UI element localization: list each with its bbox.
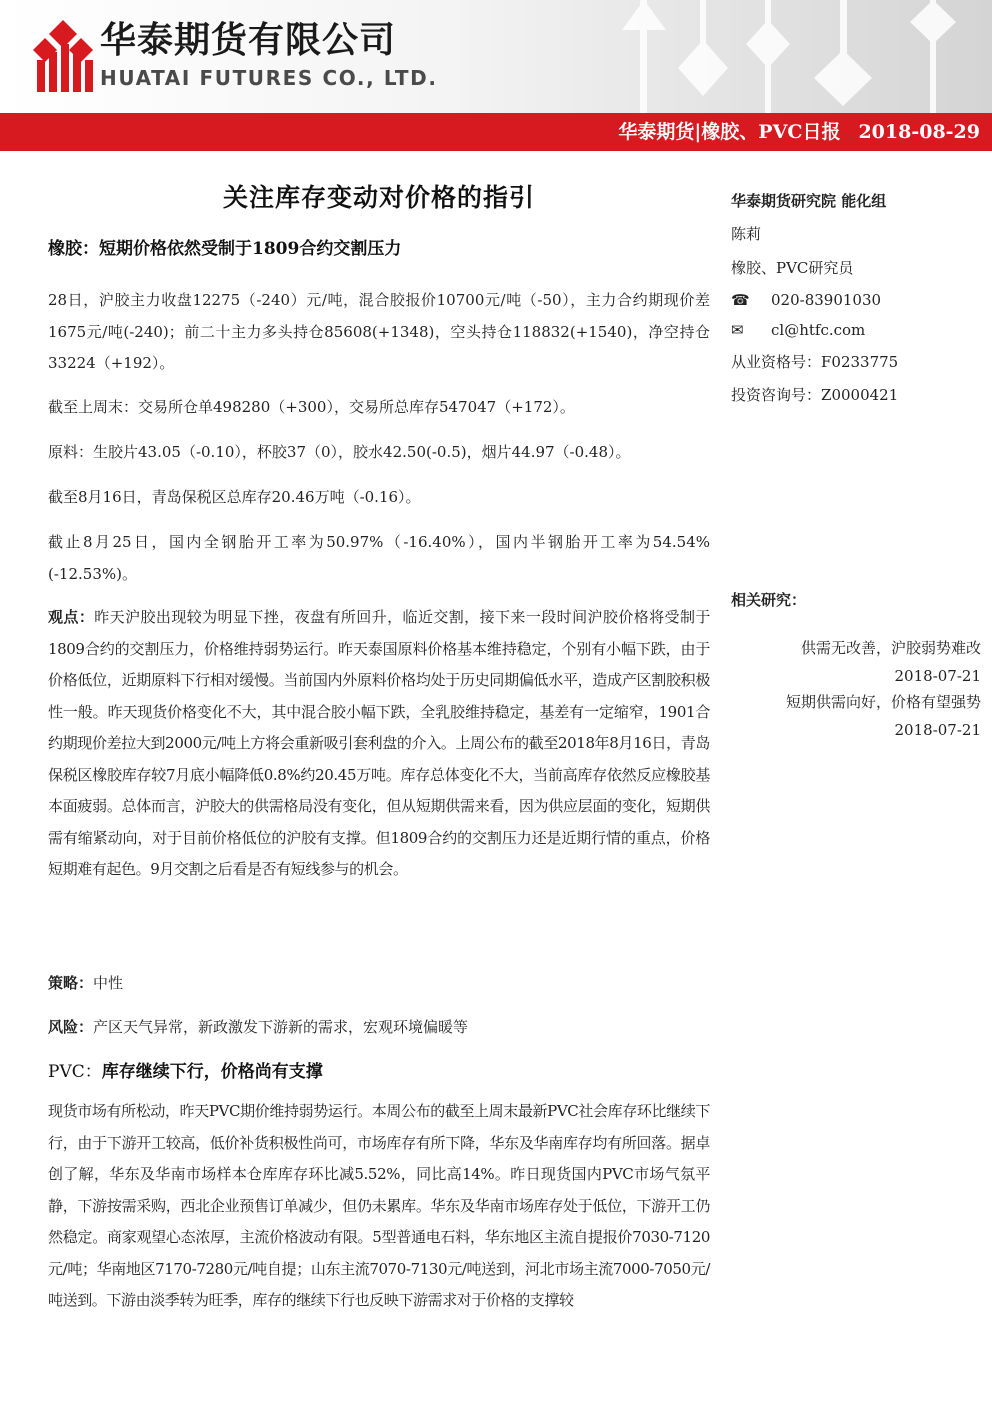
view-label: 观点： [48,608,95,626]
research-dept: 华泰期货研究院 能化组 [731,192,887,210]
consult-label: 投资咨询号： [731,386,822,404]
document-title: 关注库存变动对价格的指引 [222,183,535,212]
company-name-cn: 华泰期货有限公司 [100,20,397,61]
related-report-date: 2018-07-21 [894,667,981,685]
company-logo-icon [33,20,93,92]
mail-icon: ✉ [731,321,744,339]
pvc-heading-prefix: PVC： [48,1062,102,1082]
related-report-date: 2018-07-21 [894,721,981,739]
risk-label: 风险： [48,1018,94,1036]
rubber-strategy-paragraph [48,968,710,1000]
strategy-text: 中性 [93,974,124,992]
rubber-inventory-paragraph: 截至上周末：交易所仓单498280（+300），交易所总库存547047（+172）。 [48,398,575,416]
strategy-label: 策略： [48,974,94,992]
pvc-market-paragraph: 现货市场有所松动，昨天PVC期价维持弱势运行。本周公布的截至上周末最新PVC社会库存环比继续下行，由于下游开工较高，低价补货积极性尚可，市场库存有所下降，华东及华南库存均有所回落。据卓创了解，华东及华南市场样本仓库库存环比减5.52%，同比高14%。昨日现货国内PVC市场气氛平静，下游按需采购，西北企业预售订单减少，但仍未累库。华东及华南市场库存处于低位，下游开工仍然稳定。商家观望心态浓厚，主流价格波动有限。5型普通电石料，华东地区主流自提报价7030-7120元/吨；华南地区7170-7280元/吨自提；山东主流7070-7130元/吨送到，河北市场主流7000-7050元/吨送到。下游由淡季转为旺季，库存的继续下行也反映下游需求对于价格的支撑较 [48,1102,710,1309]
header-decoration [600,0,992,113]
license-number: F0233775 [821,353,899,371]
email-address[interactable]: cl@htfc.com [771,321,866,339]
rubber-view-paragraph [48,602,710,886]
report-title-bar [0,113,992,151]
company-name-en: HUATAI FUTURES CO., LTD. [100,66,438,90]
related-report-title[interactable]: 供需无改善，沪胶弱势难改 [800,639,981,657]
consult-row [731,383,898,407]
phone-row [731,288,881,312]
related-research-title: 相关研究： [731,591,807,609]
related-report-title[interactable]: 短期供需向好，价格有望强势 [785,693,981,711]
analyst-role: 橡胶、PVC研究员 [731,259,854,277]
email-row [731,318,865,342]
pvc-section-heading [48,1059,323,1085]
rubber-market-paragraph: 28日，沪胶主力收盘12275（-240）元/吨，混合胶报价10700元/吨（-50），主力合约期现价差1675元/吨(-240)；前二十主力多头持仓85608(+1348)，空头持仓118832(+1540)，净空持仓33224（+192）。 [48,291,710,372]
phone-number: 020-83901030 [771,291,882,309]
pvc-heading-text: 库存继续下行，价格尚有支撑 [101,1062,323,1082]
header-banner [0,0,992,113]
license-label: 从业资格号： [731,353,822,371]
phone-icon: ☎ [731,291,750,309]
report-date: 2018-08-29 [858,121,980,143]
risk-text: 产区天气异常，新政激发下游新的需求，宏观环境偏暖等 [93,1018,469,1036]
rubber-tyre-operating-paragraph: 截止8月25日，国内全钢胎开工率为50.97%（-16.40%），国内半钢胎开工率为54.54%(-12.53%)。 [48,533,710,583]
rubber-bonded-stock-paragraph: 截至8月16日，青岛保税区总库存20.46万吨（-0.16）。 [48,488,421,506]
rubber-raw-material-paragraph: 原料：生胶片43.05（-0.10），杯胶37（0），胶水42.50(-0.5)，烟片44.97（-0.48）。 [48,443,631,461]
rubber-section-heading: 橡胶：短期价格依然受制于1809合约交割压力 [48,239,402,259]
consult-number: Z0000421 [821,386,899,404]
license-row [731,350,898,374]
view-text: 昨天沪胶出现较为明显下挫，夜盘有所回升，临近交割，接下来一段时间沪胶价格将受制于1809合约的交割压力，价格维持弱势运行。昨天泰国原料价格基本维持稳定，个别有小幅下跌，由于价格低位，近期原料下行相对缓慢。当前国内外原料价格均处于历史同期偏低水平，造成产区割胶积极性一般。昨天现货价格变化不大，其中混合胶小幅下跌，全乳胶维持稳定，基差有一定缩窄，1901合约期现价差拉大到2000元/吨上方将会重新吸引套利盘的介入。上周公布的截至2018年8月16日，青岛保税区橡胶库存较7月底小幅降低0.8%约20.45万吨。库存总体变化不大，当前高库存依然反应橡胶基本面疲弱。总体而言，沪胶大的供需格局没有变化，但从短期供需来看，因为供应层面的变化，短期供需有缩紧动向，对于目前价格低位的沪胶有支撑。但1809合约的交割压力还是近期行情的重点，价格短期难有起色。9月交割之后看是否有短线参与的机会。 [48,608,710,878]
analyst-name: 陈莉 [731,225,762,243]
rubber-risk-paragraph [48,1012,710,1044]
report-series: 华泰期货|橡胶、PVC日报 [618,121,841,143]
